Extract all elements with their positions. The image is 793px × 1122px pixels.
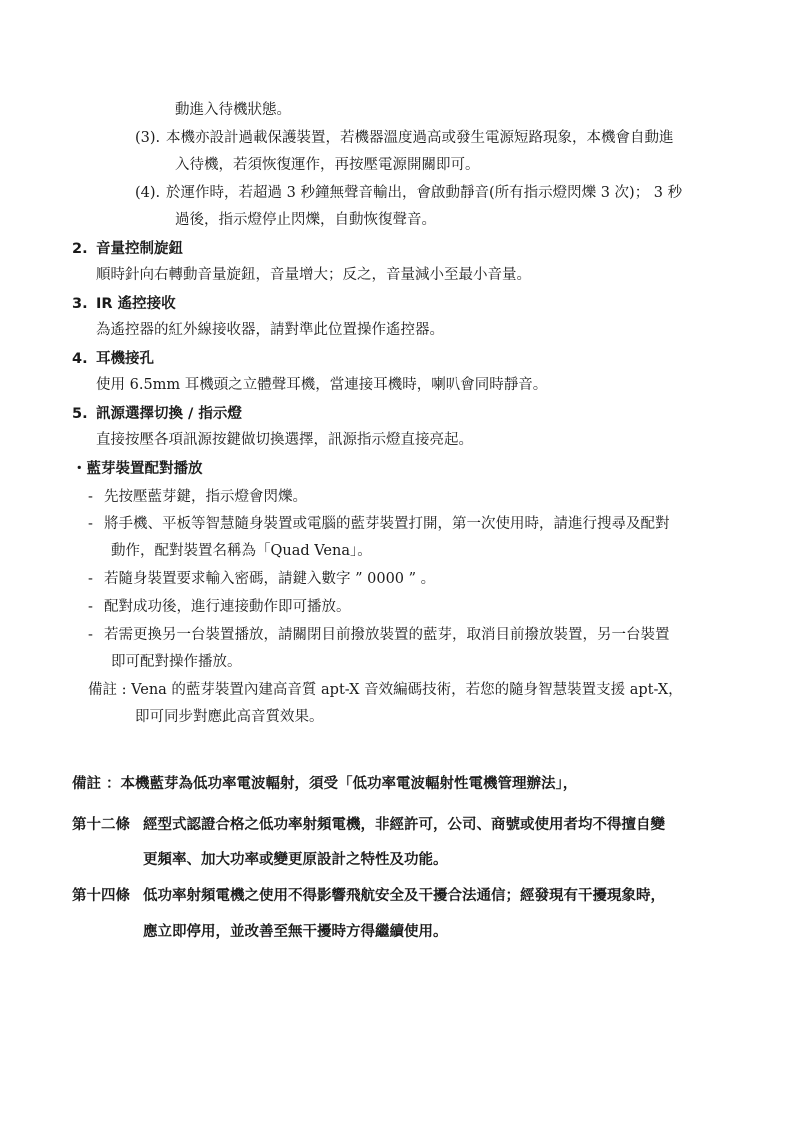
bluetooth-bullet: -: [88, 599, 93, 615]
section-3-body: 為遙控器的紅外線接收器，請對準此位置操作遙控器。: [96, 322, 444, 338]
item-4-line2: 過後，指示燈停止閃爍，自動恢復聲音。: [175, 212, 436, 228]
section-2-number: 2.: [72, 241, 88, 257]
article-14-line1: 低功率射頻電機之使用不得影響飛航安全及干擾合法通信；經發現有干擾現象時，: [143, 888, 665, 904]
bluetooth-step-2-line1: 將手機、平板等智慧隨身裝置或電腦的藍芽裝置打開，第一次使用時，請進行搜尋及配對: [104, 516, 670, 532]
bluetooth-step-4: 配對成功後，進行連接動作即可播放。: [104, 599, 351, 615]
article-14-line2: 應立即停用，並改善至無干擾時方得繼續使用。: [143, 924, 448, 940]
section-4-number: 4.: [72, 351, 88, 367]
article-12-line1: 經型式認證合格之低功率射頻電機，非經許可，公司、商號或使用者均不得擅自變: [143, 817, 665, 833]
section-3-title: IR 遙控接收: [96, 296, 176, 312]
section-5-number: 5.: [72, 406, 88, 422]
bluetooth-step-2-line2: 動作，配對裝置名稱為「Quad Vena」。: [111, 543, 372, 559]
item-3-line2: 入待機，若須恢復運作，再按壓電源開關即可。: [175, 157, 480, 173]
bluetooth-bullet: -: [88, 627, 93, 643]
section-5-title: 訊源選擇切換 / 指示燈: [96, 406, 242, 422]
bluetooth-step-1: 先按壓藍芽鍵，指示燈會閃爍。: [104, 489, 307, 505]
continuation-text: 動進入待機狀態。: [175, 102, 291, 118]
bluetooth-remark-line1: 備註 : Vena 的藍芽裝置內建高音質 apt-X 音效編碼技術，若您的隨身智慧裝置支援 apt-X，: [88, 682, 683, 698]
item-3-label: (3).: [135, 130, 161, 146]
article-14-label: 第十四條: [72, 888, 130, 904]
section-4-body: 使用 6.5mm 耳機頭之立體聲耳機，當連接耳機時，喇叭會同時靜音。: [96, 377, 548, 393]
bluetooth-heading: ・藍芽裝置配對播放: [72, 461, 203, 477]
bluetooth-step-3: 若隨身裝置要求輸入密碼，請鍵入數字 ” 0000 ” 。: [104, 571, 436, 587]
bluetooth-bullet: -: [88, 571, 93, 587]
article-12-label: 第十二條: [72, 817, 130, 833]
section-2-title: 音量控制旋鈕: [96, 241, 183, 257]
item-4-line1: 於運作時，若超過 3 秒鐘無聲音輸出，會啟動靜音(所有指示燈閃爍 3 次)； 3 秒: [166, 185, 683, 201]
section-4-title: 耳機接孔: [96, 351, 154, 367]
bluetooth-bullet: -: [88, 516, 93, 532]
article-12-line2: 更頻率、加大功率或變更原設計之特性及功能。: [143, 852, 448, 868]
item-4-label: (4).: [135, 185, 161, 201]
bluetooth-step-5-line2: 即可配對操作播放。: [111, 654, 242, 670]
section-5-body: 直接按壓各項訊源按鍵做切換選擇，訊源指示燈直接亮起。: [96, 432, 473, 448]
bluetooth-bullet: -: [88, 489, 93, 505]
item-3-line1: 本機亦設計過載保護裝置，若機器溫度過高或發生電源短路現象，本機會自動進: [166, 130, 674, 146]
regulation-note: 備註 ：本機藍芽為低功率電波輻射，須受「低功率電波輻射性電機管理辦法」，: [72, 776, 578, 792]
section-3-number: 3.: [72, 296, 88, 312]
bluetooth-remark-line2: 即可同步對應此高音質效果。: [135, 709, 324, 725]
bluetooth-step-5-line1: 若需更換另一台裝置播放，請關閉目前撥放裝置的藍芽，取消目前撥放裝置，另一台裝置: [104, 627, 670, 643]
section-2-body: 順時針向右轉動音量旋鈕，音量增大；反之，音量減小至最小音量。: [96, 267, 531, 283]
